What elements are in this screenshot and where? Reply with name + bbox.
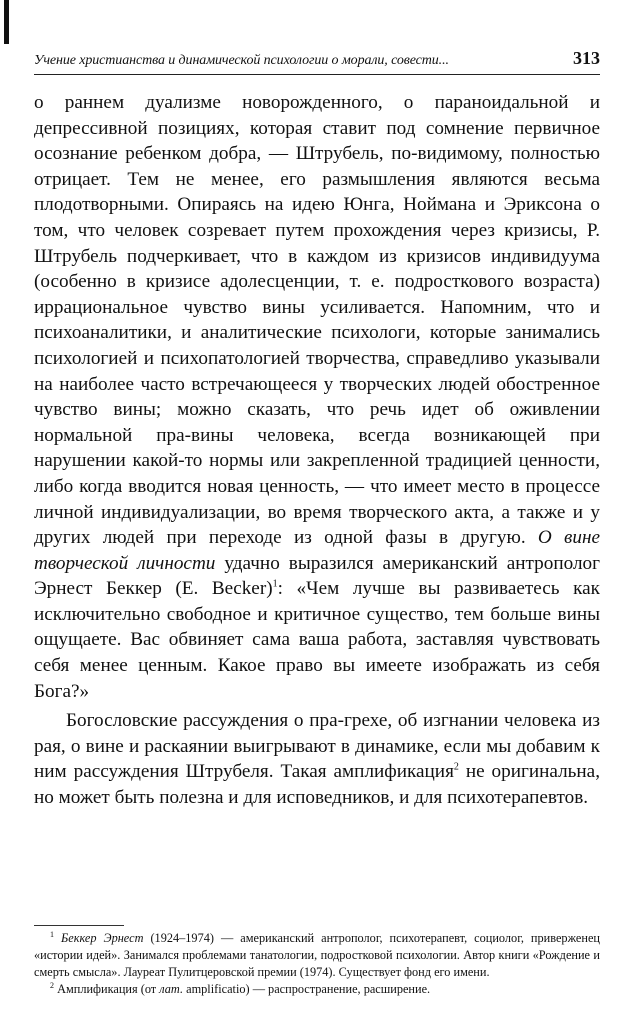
footnote-2-text: Амплификация (от xyxy=(57,982,160,996)
running-head: Учение христианства и динамической психологии о морали, совести... xyxy=(34,53,449,68)
footnote-1-text: (1924–1974) — американский антрополог, психотерапевт, социолог, приверженец «истории идей». Занимался проблемами танатологии, подростковой психологии. Автор книги «Рождение и смерть смысла». Лауреат Пулитцеровской премии (1974). Существует фонд его имени. xyxy=(34,931,600,979)
footnote-2-text-cont: amplificatio) — распространение, расширение. xyxy=(183,982,431,996)
main-text xyxy=(34,90,600,811)
footnote-2-abbrev: лат. xyxy=(159,982,184,996)
footnote-ref-1[interactable]: 1 xyxy=(272,578,278,590)
footnote-1-marker: 1 xyxy=(50,929,54,939)
paragraph-2-text-cont: не оригинальна, но может быть полезна и для исповедников, и для психотерапевтов. xyxy=(34,761,600,809)
footnote-divider xyxy=(34,925,124,926)
paragraph-1-text: о раннем дуализме новорожденного, о параноидальной и депрессивной позициях, которая ставит под сомнение первичное осознание ребенком добра, — Штрубель, по-видимому, полностью отрицает. Тем не менее, его размышления являются весьма плодотворными. Опираясь на идею Юнга, Ноймана и Эриксона о том, что человек созревает путем прохождения через кризисы, Р. Штрубель подчеркивает, что в каждом из кризисов индивидуума (особенно в кризисе адолесценции, т. е. подросткового возраста) иррациональное чувство вины усиливается. Напомним, что и психоаналитики, и аналитические психологи, которые занимались психологией и психопатологией творчества, справедливо указывали на наиболее часто встречающееся у творческих людей обостренное чувство вины; можно сказать, что речь идет об оживлении нормальной пра-вины человека, всегда возникающей при нарушении какой-то нормы или закрепленной традицией ценности, либо когда вводится новая ценность, — что имеет место в процессе личной индивидуализации, во время творческого акта, а также и у других людей при переходе из одной фазы в другую. xyxy=(34,92,600,549)
footnote-ref-2[interactable]: 2 xyxy=(453,762,459,774)
paragraph-1-text-cont: удачно выразился американский антрополог Эрнест Беккер (E. Becker) xyxy=(34,552,600,600)
paragraph-2-text: Богословские рассуждения о пра-грехе, об изгнании человека из рая, о вине и раскаянии выигрывают в динамике, если мы добавим к ним рассуждения Штрубеля. Такая амплификация xyxy=(34,710,600,783)
footnotes xyxy=(34,930,600,998)
footnote-2 xyxy=(34,981,600,998)
footnote-2-marker: 2 xyxy=(50,980,54,990)
paragraph-1-quote: : «Чем лучше вы развиваетесь как исключительно свободное и критичное существо, тем больше вины ощущаете. Вас обвиняет сама ваша работа, заставляя чувствовать себя менее ценным. Какое право вы имеете изображать из себя Бога?» xyxy=(34,578,600,702)
paragraph-2 xyxy=(34,708,600,810)
corner-ink-mark xyxy=(4,0,9,44)
paragraph-1-italic: О вине творческой личности xyxy=(34,527,600,574)
footnote-1-name: Беккер Эрнест xyxy=(61,931,144,945)
paragraph-1 xyxy=(34,90,600,704)
page-header xyxy=(34,48,600,75)
page-number: 313 xyxy=(573,48,600,68)
footnote-1 xyxy=(34,930,600,981)
